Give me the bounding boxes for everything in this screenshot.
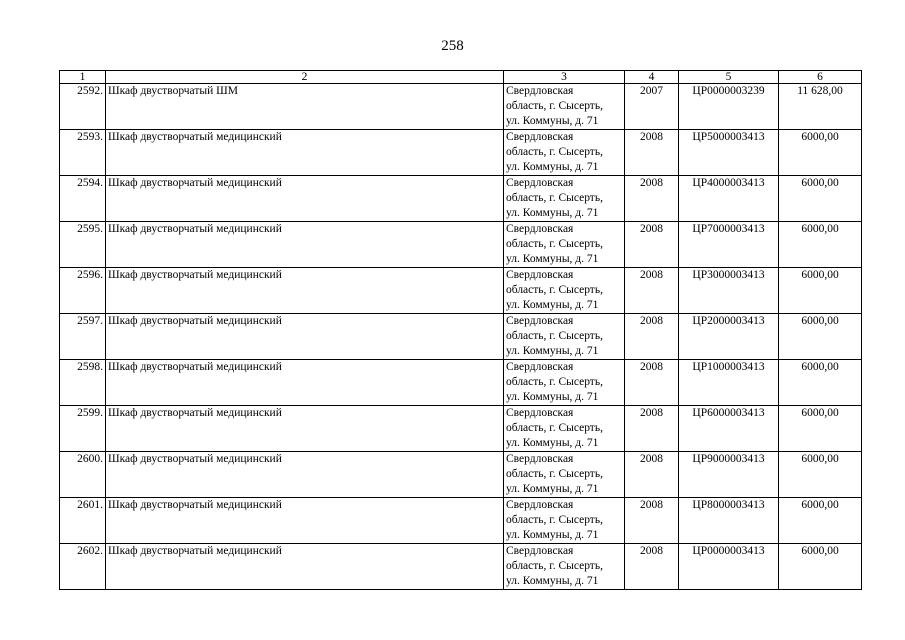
item-name: Шкаф двустворчатый медицинский — [106, 406, 504, 452]
item-cost: 6000,00 — [779, 314, 862, 360]
item-cost: 6000,00 — [779, 130, 862, 176]
inventory-code: ЦР7000003413 — [679, 222, 779, 268]
address-line: Свердловская — [506, 269, 574, 281]
row-number: 2592. — [60, 84, 106, 130]
address-line: ул. Коммуны, д. 71 — [506, 299, 599, 311]
item-cost: 6000,00 — [779, 544, 862, 590]
address-line: область, г. Сысерть, — [506, 422, 603, 434]
inventory-code: ЦР8000003413 — [679, 498, 779, 544]
address-line: область, г. Сысерть, — [506, 468, 603, 480]
address-line: область, г. Сысерть, — [506, 146, 603, 158]
item-cost: 6000,00 — [779, 498, 862, 544]
table-row — [60, 452, 862, 498]
address-line: ул. Коммуны, д. 71 — [506, 207, 599, 219]
item-name: Шкаф двустворчатый медицинский — [106, 360, 504, 406]
table-row — [60, 130, 862, 176]
address-line: ул. Коммуны, д. 71 — [506, 161, 599, 173]
table-row — [60, 360, 862, 406]
item-name: Шкаф двустворчатый медицинский — [106, 130, 504, 176]
address-line: Свердловская — [506, 131, 574, 143]
item-name: Шкаф двустворчатый медицинский — [106, 544, 504, 590]
item-address — [504, 360, 625, 406]
address-line: Свердловская — [506, 407, 574, 419]
inventory-code: ЦР1000003413 — [679, 360, 779, 406]
item-year: 2008 — [625, 130, 679, 176]
address-line: ул. Коммуны, д. 71 — [506, 345, 599, 357]
item-cost: 6000,00 — [779, 176, 862, 222]
header-row — [60, 71, 862, 84]
header-cell-3: 3 — [504, 71, 625, 84]
address-line: Свердловская — [506, 545, 574, 557]
table-row — [60, 222, 862, 268]
address-line: ул. Коммуны, д. 71 — [506, 437, 599, 449]
row-number: 2597. — [60, 314, 106, 360]
item-name: Шкаф двустворчатый ШМ — [106, 84, 504, 130]
page-number: 258 — [441, 38, 464, 54]
item-address — [504, 268, 625, 314]
inventory-code: ЦР9000003413 — [679, 452, 779, 498]
address-line: Свердловская — [506, 361, 574, 373]
address-line: Свердловская — [506, 453, 574, 465]
header-cell-1: 1 — [60, 71, 106, 84]
item-address — [504, 222, 625, 268]
row-number: 2598. — [60, 360, 106, 406]
inventory-code: ЦР2000003413 — [679, 314, 779, 360]
item-cost: 6000,00 — [779, 268, 862, 314]
header-cell-6: 6 — [779, 71, 862, 84]
address-line: Свердловская — [506, 177, 574, 189]
table-body — [60, 84, 862, 590]
address-line: область, г. Сысерть, — [506, 284, 603, 296]
item-year: 2008 — [625, 498, 679, 544]
item-address — [504, 544, 625, 590]
item-name: Шкаф двустворчатый медицинский — [106, 222, 504, 268]
inventory-code: ЦР3000003413 — [679, 268, 779, 314]
inventory-table — [59, 70, 862, 590]
item-year: 2008 — [625, 406, 679, 452]
item-cost: 6000,00 — [779, 360, 862, 406]
table-row — [60, 314, 862, 360]
item-year: 2008 — [625, 314, 679, 360]
inventory-code: ЦР6000003413 — [679, 406, 779, 452]
table-row — [60, 406, 862, 452]
row-number: 2601. — [60, 498, 106, 544]
address-line: ул. Коммуны, д. 71 — [506, 115, 599, 127]
address-line: область, г. Сысерть, — [506, 238, 603, 250]
header-cell-2: 2 — [106, 71, 504, 84]
item-address — [504, 176, 625, 222]
inventory-code: ЦР0000003239 — [679, 84, 779, 130]
address-line: ул. Коммуны, д. 71 — [506, 391, 599, 403]
address-line: область, г. Сысерть, — [506, 560, 603, 572]
address-line: область, г. Сысерть, — [506, 100, 603, 112]
table-row — [60, 84, 862, 130]
address-line: область, г. Сысерть, — [506, 192, 603, 204]
item-address — [504, 84, 625, 130]
item-year: 2008 — [625, 360, 679, 406]
address-line: ул. Коммуны, д. 71 — [506, 253, 599, 265]
header-cell-5: 5 — [679, 71, 779, 84]
row-number: 2594. — [60, 176, 106, 222]
address-line: Свердловская — [506, 499, 574, 511]
item-year: 2008 — [625, 452, 679, 498]
address-line: ул. Коммуны, д. 71 — [506, 483, 599, 495]
table-row — [60, 176, 862, 222]
row-number: 2596. — [60, 268, 106, 314]
item-cost: 6000,00 — [779, 406, 862, 452]
item-year: 2008 — [625, 222, 679, 268]
item-address — [504, 498, 625, 544]
row-number: 2593. — [60, 130, 106, 176]
address-line: Свердловская — [506, 315, 574, 327]
address-line: ул. Коммуны, д. 71 — [506, 529, 599, 541]
row-number: 2595. — [60, 222, 106, 268]
inventory-code: ЦР4000003413 — [679, 176, 779, 222]
header-cell-4: 4 — [625, 71, 679, 84]
item-cost: 11 628,00 — [779, 84, 862, 130]
item-address — [504, 406, 625, 452]
inventory-code: ЦР5000003413 — [679, 130, 779, 176]
item-cost: 6000,00 — [779, 222, 862, 268]
inventory-code: ЦР0000003413 — [679, 544, 779, 590]
item-address — [504, 314, 625, 360]
address-line: область, г. Сысерть, — [506, 376, 603, 388]
item-name: Шкаф двустворчатый медицинский — [106, 176, 504, 222]
address-line: область, г. Сысерть, — [506, 330, 603, 342]
address-line: ул. Коммуны, д. 71 — [506, 575, 599, 587]
item-name: Шкаф двустворчатый медицинский — [106, 498, 504, 544]
table-row — [60, 268, 862, 314]
address-line: Свердловская — [506, 223, 574, 235]
item-name: Шкаф двустворчатый медицинский — [106, 314, 504, 360]
table-row — [60, 544, 862, 590]
row-number: 2600. — [60, 452, 106, 498]
item-address — [504, 130, 625, 176]
item-address — [504, 452, 625, 498]
address-line: область, г. Сысерть, — [506, 514, 603, 526]
row-number: 2602. — [60, 544, 106, 590]
item-name: Шкаф двустворчатый медицинский — [106, 268, 504, 314]
item-year: 2008 — [625, 176, 679, 222]
table-row — [60, 498, 862, 544]
item-cost: 6000,00 — [779, 452, 862, 498]
item-year: 2008 — [625, 268, 679, 314]
row-number: 2599. — [60, 406, 106, 452]
item-year: 2007 — [625, 84, 679, 130]
item-year: 2008 — [625, 544, 679, 590]
item-name: Шкаф двустворчатый медицинский — [106, 452, 504, 498]
address-line: Свердловская — [506, 85, 574, 97]
